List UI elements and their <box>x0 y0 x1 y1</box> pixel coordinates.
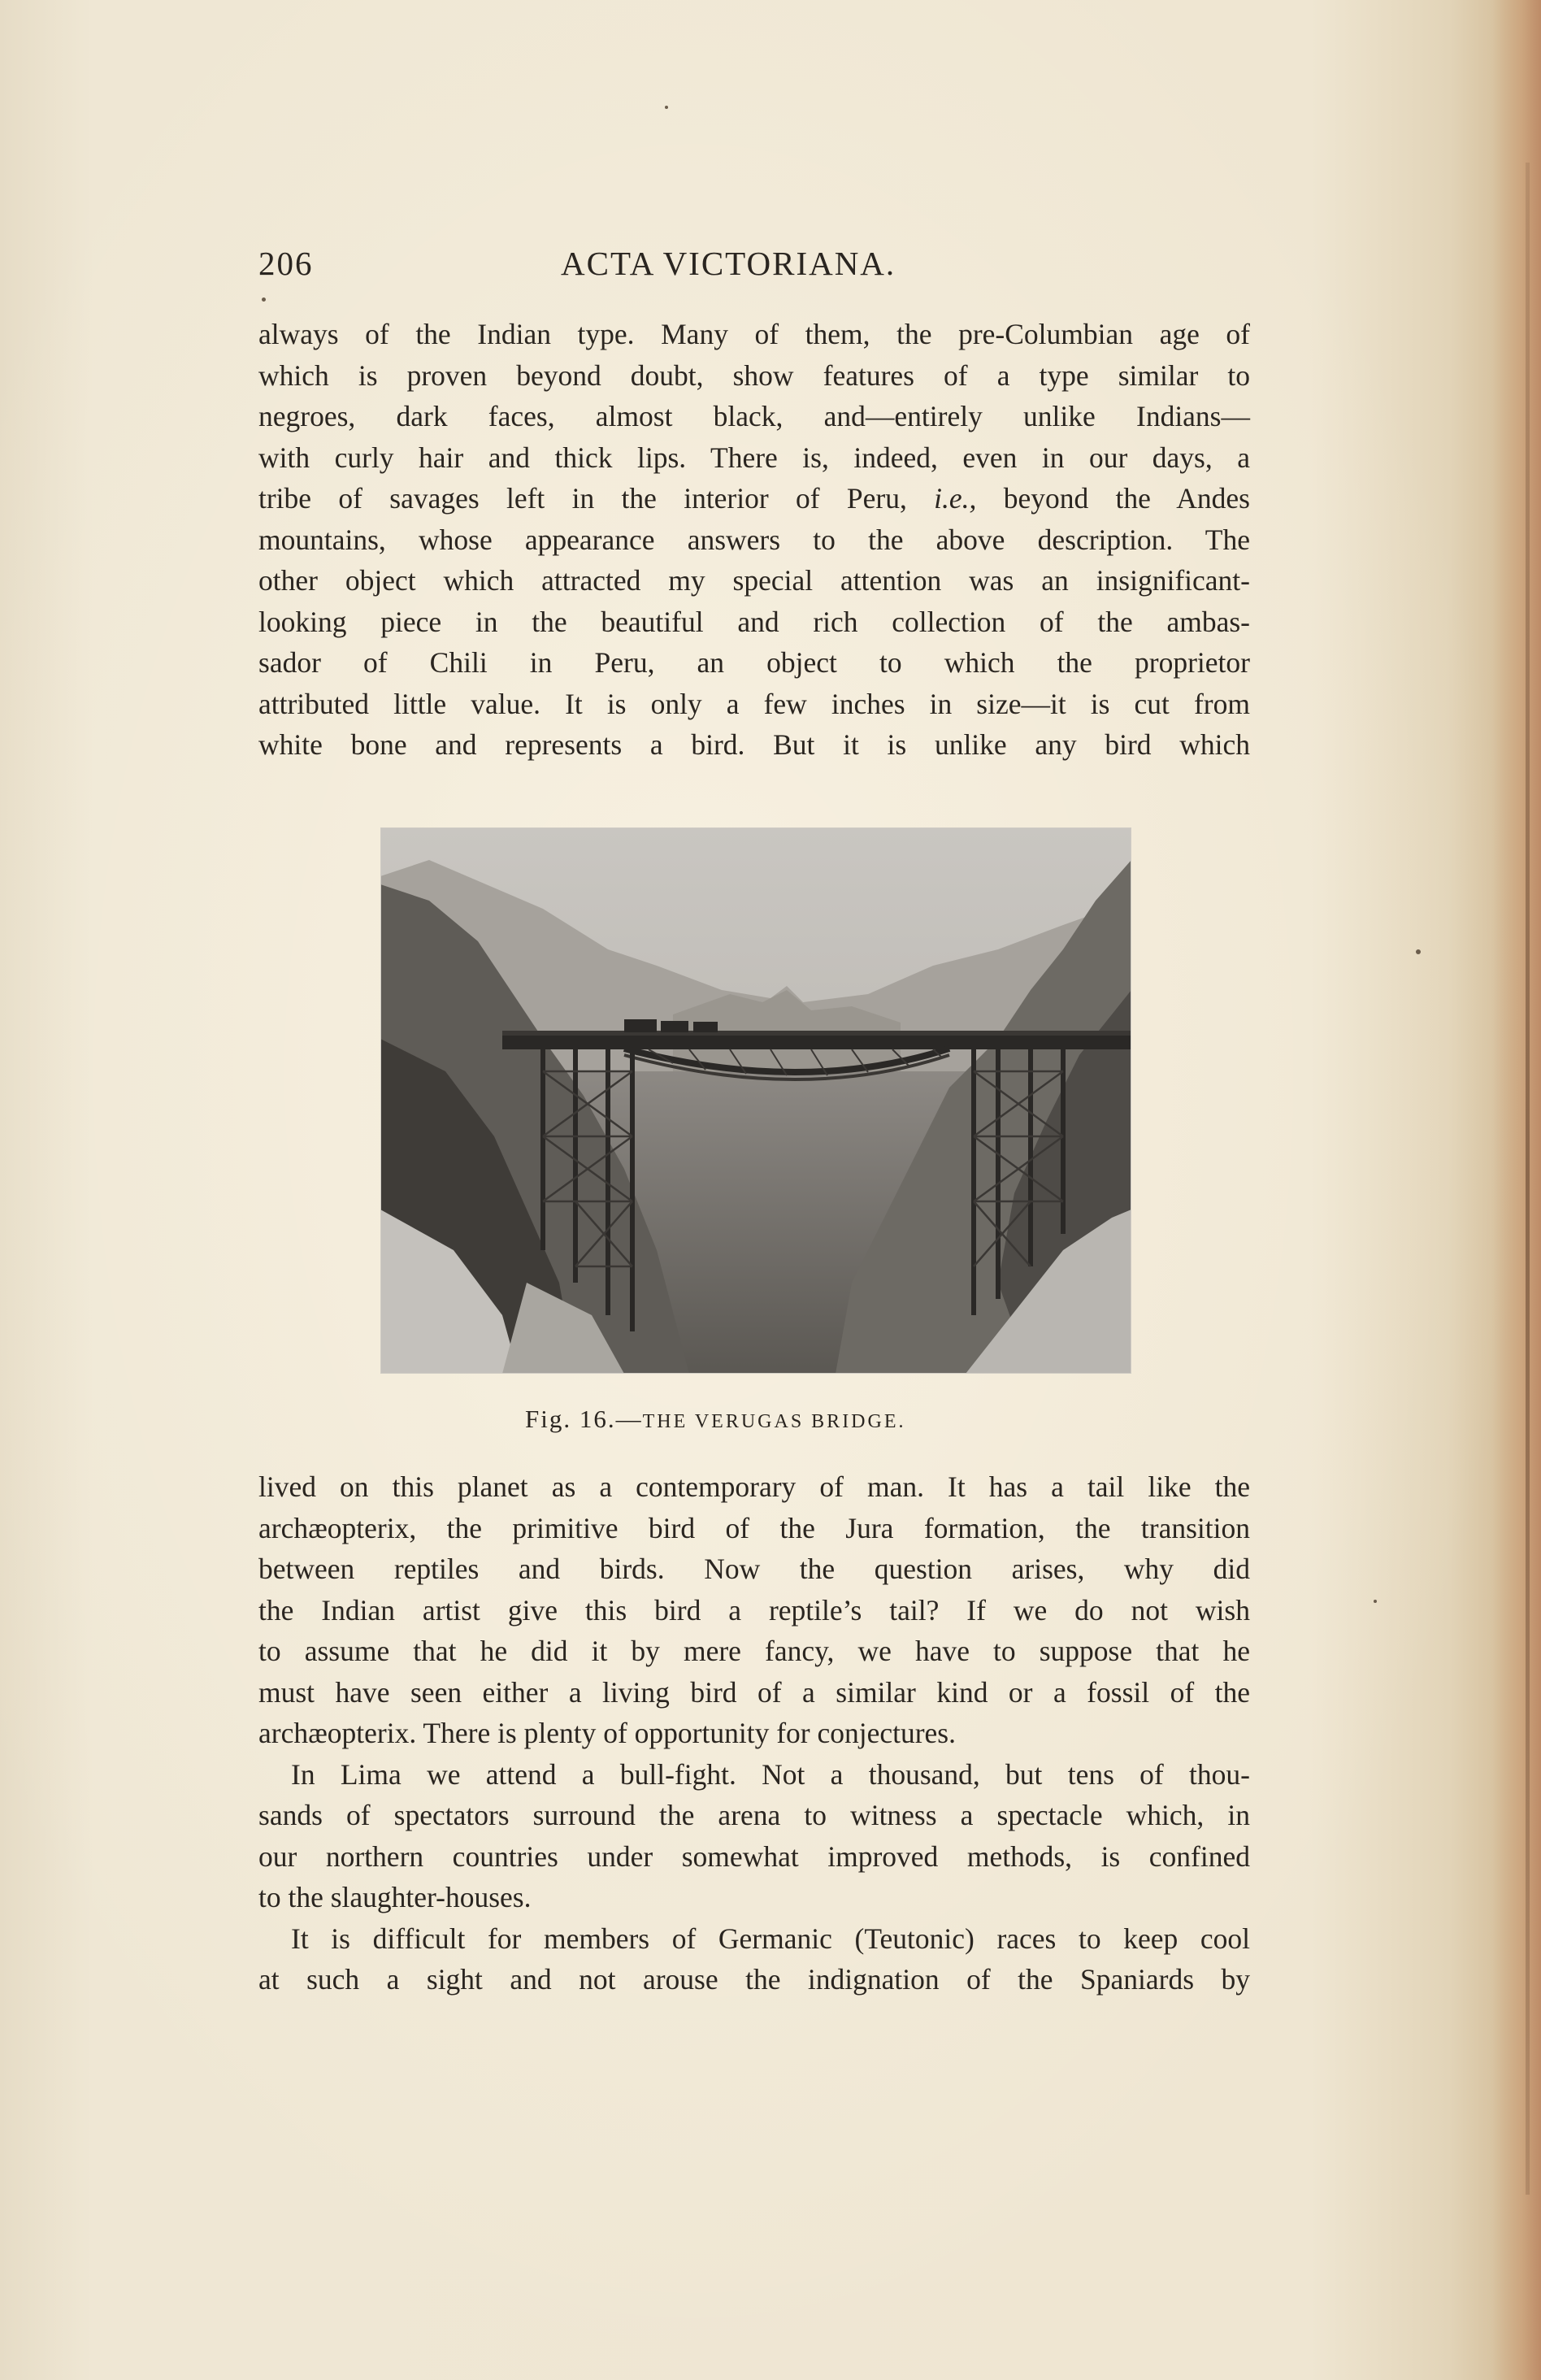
text-line: between reptiles and birds. Now the question arises, why did <box>258 1553 1250 1585</box>
paper-speck <box>1374 1600 1377 1603</box>
text-line: negroes, dark faces, almost black, and—entirely unlike Indians— <box>258 400 1250 432</box>
page-header <box>258 244 1250 293</box>
text-line: the Indian artist give this bird a reptile’s tail? If we do not wish <box>258 1593 1250 1626</box>
text-line: lived on this planet as a contemporary of man. It has a tail like the <box>258 1470 1250 1503</box>
paper-speck <box>1416 949 1421 954</box>
page-number: 206 <box>258 245 314 282</box>
text-line: archæopterix. There is plenty of opportunity for conjectures. <box>258 1717 956 1749</box>
figure-label: Fig. 16.— <box>525 1405 643 1433</box>
text-line: which is proven beyond doubt, show features of a type similar to <box>258 358 1250 392</box>
text-line: with curly hair and thick lips. There is, indeed, even in our days, a <box>258 441 1250 474</box>
text-line: sador of Chili in Peru, an object to which the proprietor <box>258 646 1250 679</box>
text-line: archæopterix, the primitive bird of the Jura formation, the transition <box>258 1511 1250 1544</box>
page-edge-shadow <box>1492 0 1541 2380</box>
text-line: It is difficult for members of Germanic (Teutonic) races to keep cool <box>291 1922 1250 1955</box>
paper-speck <box>262 298 266 302</box>
text-line: mountains, whose appearance answers to the above description. The <box>258 523 1250 556</box>
body-text-top <box>258 314 1250 766</box>
running-head: ACTA VICTORIANA. <box>561 245 896 282</box>
paper-speck <box>665 106 668 109</box>
text-line: must have seen either a living bird of a similar kind or a fossil of the <box>258 1675 1250 1709</box>
text-line: at such a sight and not arouse the indignation of the Spaniards by <box>258 1963 1250 1996</box>
text-line: our northern countries under somewhat improved methods, is confined <box>258 1839 1250 1873</box>
text-line: looking piece in the beautiful and rich collection of the ambas- <box>258 605 1250 638</box>
text-line: white bone and represents a bird. But it is unlike any bird which <box>258 728 1250 761</box>
text-line: In Lima we attend a bull-fight. Not a thousand, but tens of thou- <box>291 1757 1250 1791</box>
text-line: other object which attracted my special attention was an insignificant- <box>258 564 1250 597</box>
figure-title: THE VERUGAS BRIDGE. <box>642 1411 906 1432</box>
text-line: to the slaughter-houses. <box>258 1881 532 1913</box>
body-text-bottom <box>258 1466 1250 2000</box>
text-line: tribe of savages left in the interior of Peru, i.e., beyond the Andes <box>258 482 1250 515</box>
text-line: always of the Indian type. Many of them, the pre-Columbian age of <box>258 318 1250 350</box>
verugas-bridge-photo <box>380 827 1131 1374</box>
figure-caption <box>525 1405 906 1434</box>
page-edge-line <box>1526 163 1530 2195</box>
text-line: sands of spectators surround the arena to witness a spectacle which, in <box>258 1799 1250 1831</box>
text-line: to assume that he did it by mere fancy, we have to suppose that he <box>258 1635 1250 1667</box>
text-line: attributed little value. It is only a few inches in size—it is cut from <box>258 687 1250 720</box>
